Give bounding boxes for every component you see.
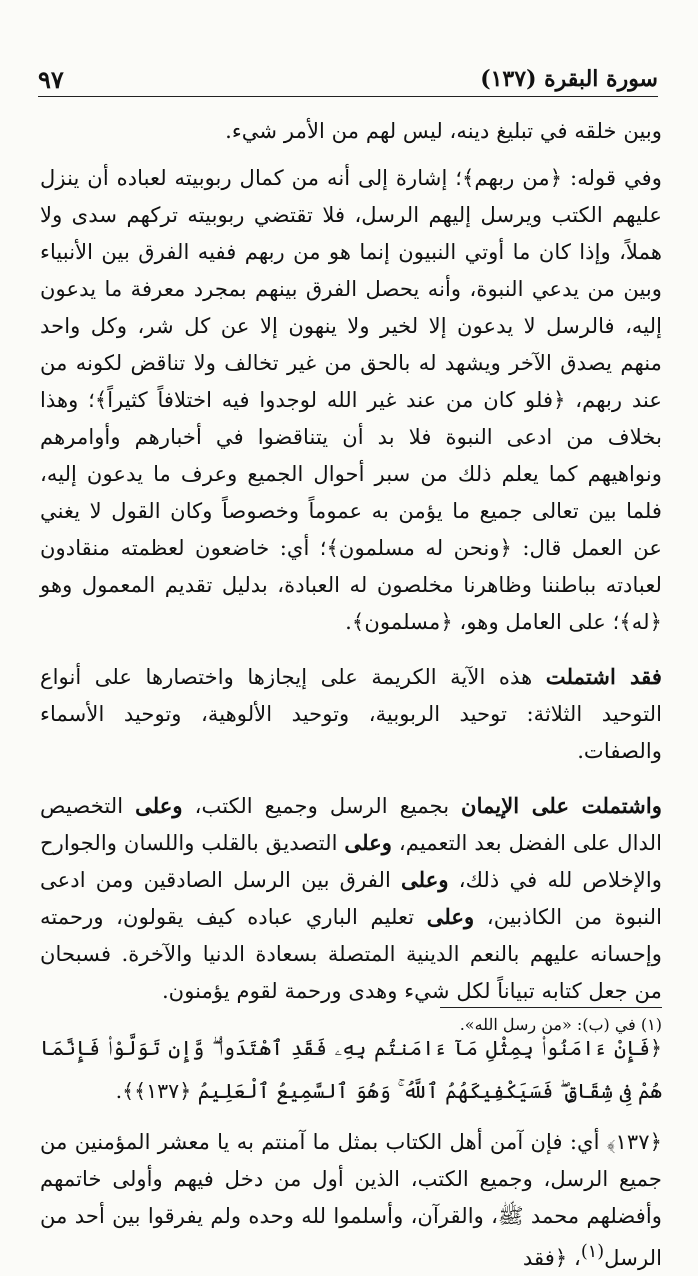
paragraph-4-lead: واشتملت على الإيمان [461,793,663,818]
paragraph-1: وبين خلقه في تبليغ دينه، ليس لهم من الأمر شيء. [225,118,662,143]
paragraph-4-text-d: الفرق بين الرسل الصادقين ومن ادعى النبوة من الكاذبين، [40,867,662,929]
paragraph-3-text: هذه الآية الكريمة على إيجازها واختصارها على أنواع التوحيد الثلاثة: توحيد الربوبية، وتوحيد الألوهية، وتوحيد الأسماء والصفات. [40,664,662,763]
page-body [40,112,662,1276]
paragraph-3 [40,658,662,769]
paragraph-2: وفي قوله: ﴿من ربهم﴾؛ إشارة إلى أنه من كمال ربوبيته لعباده أن ينزل عليهم الكتب ويرسل إليهم الرسل، فلا تقتضي ربوبيته تركهم سدى ولا هملاً، وإذا كان ما أوتي النبيون إنما هو من ربهم ففيه الفرق بين الأنبياء وبين من يدعي النبوة، وأنه يحصل الفرق بينهم بمجرد معرفة ما يدعون إليه، فالرسل لا يدعون إلا لخير ولا ينهون إلا عن كل شر، وكل واحد منهم يصدق الآخر ويشهد له بالحق من غير تخالف ولا تناقض لكونه من عند ربهم، ﴿فلو كان من عند غير الله لوجدوا فيه اختلافاً كثيراً﴾؛ وهذا بخلاف من ادعى النبوة فلا بد أن يتناقضوا في أخبارهم وأوامرهم ونواهيهم كما يعلم ذلك من سبر أحوال الجميع وعرف ما يدعون إليه، فلما بين تعالى جميع ما يؤمن به عموماً وخصوصاً وكان القول لا يغني عن العمل قال: ﴿ونحن له مسلمون﴾؛ أي: خاضعون لعظمته منقادون لعبادته بباطننا وظاهرنا مخلصون له العبادة، بدليل تقديم المعمول وهو ﴿له﴾؛ على العامل وهو، ﴿مسلمون﴾. [40,165,662,634]
footnote-ref: (١) [580,1242,605,1262]
paragraph-3-lead: فقد اشتملت [545,664,662,689]
paragraph-4-text-c: التصديق بالقلب واللسان والجوارح والإخلاص لله في ذلك، [40,830,662,892]
paragraph-4-lead-d: وعلى [401,867,449,892]
footnote: (١) في (ب): «من رسل الله». [459,1015,662,1034]
quran-verse: ﴿فَإِنْ ءَامَنُوا۟ بِمِثْلِ مَآ ءَامَنتُم بِهِۦ فَقَدِ ٱهْتَدَوا۟ ۖ وَّإِن تَوَلَّوْا۟ فَإِنَّمَا هُمْ فِى شِقَاقٍ ۖ فَسَيَكْفِيكَهُمُ ٱللَّهُ ۚ وَهُوَ ٱلسَّمِيعُ ٱلْعَلِيمُ ﴿١٣٧﴾﴾. [40,1036,662,1103]
footnote-divider [440,1007,662,1008]
paragraph-5-text: ﴿١٣٧﴾ أي: فإن آمن أهل الكتاب بمثل ما آمنتم به يا معشر المؤمنين من جميع الرسل، وجميع الكتب، الذين أول من دخل فيهم وأولى خاتمهم وأفضلهم محمد ﷺ، والقرآن، وأسلموا لله وحده ولم يفرقوا بين أحد من الرسل [40,1129,662,1271]
paragraph-5-end: ، ﴿فقد [522,1245,581,1271]
paragraph-4-text-a: بجميع الرسل وجميع الكتب، [182,793,462,818]
surah-title: سورة البقرة (١٣٧) [480,66,658,92]
paragraph-4-lead-e: وعلى [426,904,475,929]
paragraph-4-text-e: تعليم الباري عباده كيف يقولون، ورحمته وإحسانه عليهم بالنعم الدينية المتصلة بسعادة الدنيا والآخرة. فسبحان من جعل كتابه تبياناً لكل شيء وهدى ورحمة لقوم يؤمنون. [40,904,662,1003]
paragraph-5 [40,1123,662,1276]
page-header [38,62,658,97]
page-number: ٩٧ [38,64,64,94]
paragraph-4-text-b: التخصيص الدال على الفضل بعد التعميم، [40,793,662,855]
paragraph-4 [40,787,662,1009]
paragraph-4-lead-c: وعلى [344,830,392,855]
paragraph-4-lead-b: وعلى [135,793,183,818]
